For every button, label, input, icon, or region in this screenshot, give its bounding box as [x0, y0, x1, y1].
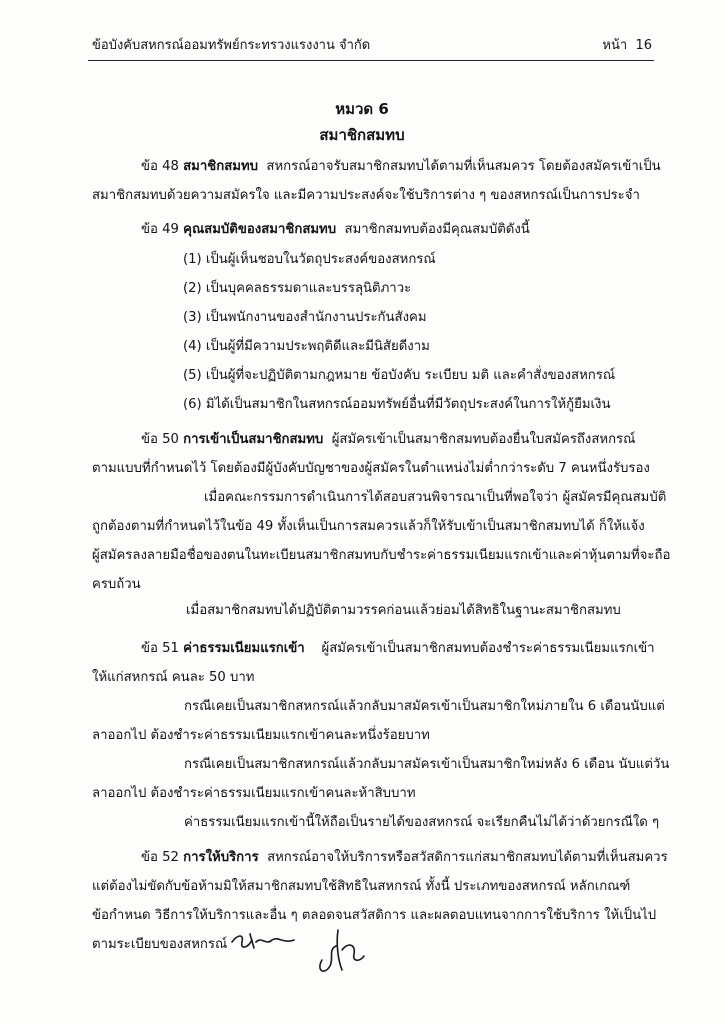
signature-initials-2: [312, 920, 366, 978]
section-50-line-1: [141, 431, 635, 449]
section-51-text-5: กรณีเคยเป็นสมาชิกสหกรณ์แล้วกลับมาสมัครเข้าเป็นสมาชิกใหม่หลัง 6 เดือน นับแต่วัน: [184, 757, 670, 772]
section-51-text-3: กรณีเคยเป็นสมาชิกสหกรณ์แล้วกลับมาสมัครเข้าเป็นสมาชิกใหม่ภายใน 6 เดือนนับแต่: [184, 699, 665, 714]
section-50-text-4: ถูกต้องตามที่กำหนดไว้ในข้อ 49 ทั้งเห็นเป็นการสมควรแล้วก็ให้รับเข้าเป็นสมาชิกสมทบได้ ก็ให้แจ้ง: [92, 519, 645, 534]
section-50-text-7: เมื่อสมาชิกสมทบได้ปฏิบัติตามวรรคก่อนแล้วย่อมได้สิทธิในฐานะสมาชิกสมทบ: [186, 603, 621, 618]
section-48-number: ข้อ 48: [141, 159, 179, 174]
section-51-text-7: ค่าธรรมเนียมแรกเข้านี้ให้ถือเป็นรายได้ของสหกรณ์ จะเรียกคืนไม่ได้ว่าด้วยกรณีใด ๆ: [184, 815, 660, 830]
section-49-line-1: [141, 221, 530, 239]
section-51-text-4: ลาออกไป ต้องชำระค่าธรรมเนียมแรกเข้าคนละหนึ่งร้อยบาท: [92, 728, 430, 743]
section-50-heading: การเข้าเป็นสมาชิกสมทบ: [183, 432, 324, 447]
section-51-line-1: [141, 640, 655, 658]
section-51-text-6: ลาออกไป ต้องชำระค่าธรรมเนียมแรกเข้าคนละห้าสิบบาท: [92, 786, 416, 801]
signature-initials-1: [228, 928, 298, 956]
section-51-text-1: ผู้สมัครเข้าเป็นสมาชิกสมทบต้องชำระค่าธรรมเนียมแรกเข้า: [321, 641, 655, 656]
section-49-item-2: (2) เป็นบุคคลธรรมดาและบรรลุนิติภาวะ: [183, 281, 412, 296]
section-48-text-1: สหกรณ์อาจรับสมาชิกสมทบได้ตามที่เห็นสมควร โดยต้องสมัครเข้าเป็น: [266, 159, 661, 174]
section-52-text-2: แต่ต้องไม่ขัดกับข้อห้ามมิให้สมาชิกสมทบใช้สิทธิในสหกรณ์ ทั้งนี้ ประเภทของสหกรณ์ หลักเกณฑ์: [92, 879, 631, 894]
header-page-label: หน้า: [602, 38, 628, 53]
section-50-text-5: ผู้สมัครลงลายมือชื่อของตนในทะเบียนสมาชิกสมทบกับชำระค่าธรรมเนียมแรกเข้าและค่าหุ้นตามที่จะถือ: [92, 548, 671, 563]
section-52-text-4: ตามระเบียบของสหกรณ์: [92, 937, 228, 952]
section-48-heading: สมาชิกสมทบ: [183, 159, 259, 174]
section-49-number: ข้อ 49: [141, 222, 179, 237]
section-50-text-1: ผู้สมัครเข้าเป็นสมาชิกสมทบต้องยื่นใบสมัครถึงสหกรณ์: [331, 432, 636, 447]
header-title: ข้อบังคับสหกรณ์ออมทรัพย์กระทรวงแรงงาน จำกัด: [92, 38, 371, 53]
section-49-item-1: (1) เป็นผู้เห็นชอบในวัตถุประสงค์ของสหกรณ์: [183, 252, 436, 267]
section-50-number: ข้อ 50: [141, 432, 179, 447]
section-50-text-6: ครบถ้วน: [92, 577, 141, 592]
section-48-text-2: สมาชิกสมทบด้วยความสมัครใจ และมีความประสงค์จะใช้บริการต่าง ๆ ของสหกรณ์เป็นการประจำ: [92, 188, 640, 203]
page-header: [92, 34, 652, 55]
section-51-number: ข้อ 51: [141, 641, 179, 656]
section-52-line-1: [141, 849, 668, 867]
section-49-item-6: (6) มิได้เป็นสมาชิกในสหกรณ์ออมทรัพย์อื่นที่มีวัตถุประสงค์ในการให้กู้ยืมเงิน: [183, 397, 611, 412]
section-49-item-3: (3) เป็นพนักงานของสำนักงานประกันสังคม: [183, 310, 427, 325]
section-49-text-1: สมาชิกสมทบต้องมีคุณสมบัติดังนี้: [344, 222, 530, 237]
section-51-heading: ค่าธรรมเนียมแรกเข้า: [183, 641, 305, 656]
section-52-text-1: สหกรณ์อาจให้บริการหรือสวัสดิการแก่สมาชิกสมทบได้ตามที่เห็นสมควร: [267, 850, 668, 865]
section-52-text-3: ข้อกำหนด วิธีการให้บริการและอื่น ๆ ตลอดจนสวัสดิการ และผลตอบแทนจากการใช้บริการ ให้เป็นไป: [92, 908, 657, 923]
header-page: [602, 34, 652, 55]
section-49-item-4: (4) เป็นผู้ที่มีความประพฤติดีและมีนิสัยดีงาม: [183, 339, 430, 354]
section-50-text-2: ตามแบบที่กำหนดไว้ โดยต้องมีผู้บังคับบัญชาของผู้สมัครในตำแหน่งไม่ต่ำกว่าระดับ 7 คนหนึ่งรับรอง: [92, 461, 650, 476]
section-50-text-3: เมื่อคณะกรรมการดำเนินการได้สอบสวนพิจารณาเป็นที่พอใจว่า ผู้สมัครมีคุณสมบัติ: [204, 490, 667, 505]
header-divider: [88, 60, 654, 61]
section-48-line-1: [141, 158, 661, 176]
chapter-title: สมาชิกสมทบ: [319, 126, 405, 144]
section-52-number: ข้อ 52: [141, 850, 179, 865]
header-page-number: 16: [635, 38, 652, 53]
section-49-item-5: (5) เป็นผู้ที่จะปฏิบัติตามกฎหมาย ข้อบังคับ ระเบียบ มติ และคำสั่งของสหกรณ์: [183, 368, 616, 383]
section-49-heading: คุณสมบัติของสมาชิกสมทบ: [183, 222, 337, 237]
section-51-text-2: ให้แก่สหกรณ์ คนละ 50 บาท: [92, 670, 255, 685]
chapter-number: หมวด 6: [335, 100, 389, 118]
section-52-heading: การให้บริการ: [183, 850, 259, 865]
